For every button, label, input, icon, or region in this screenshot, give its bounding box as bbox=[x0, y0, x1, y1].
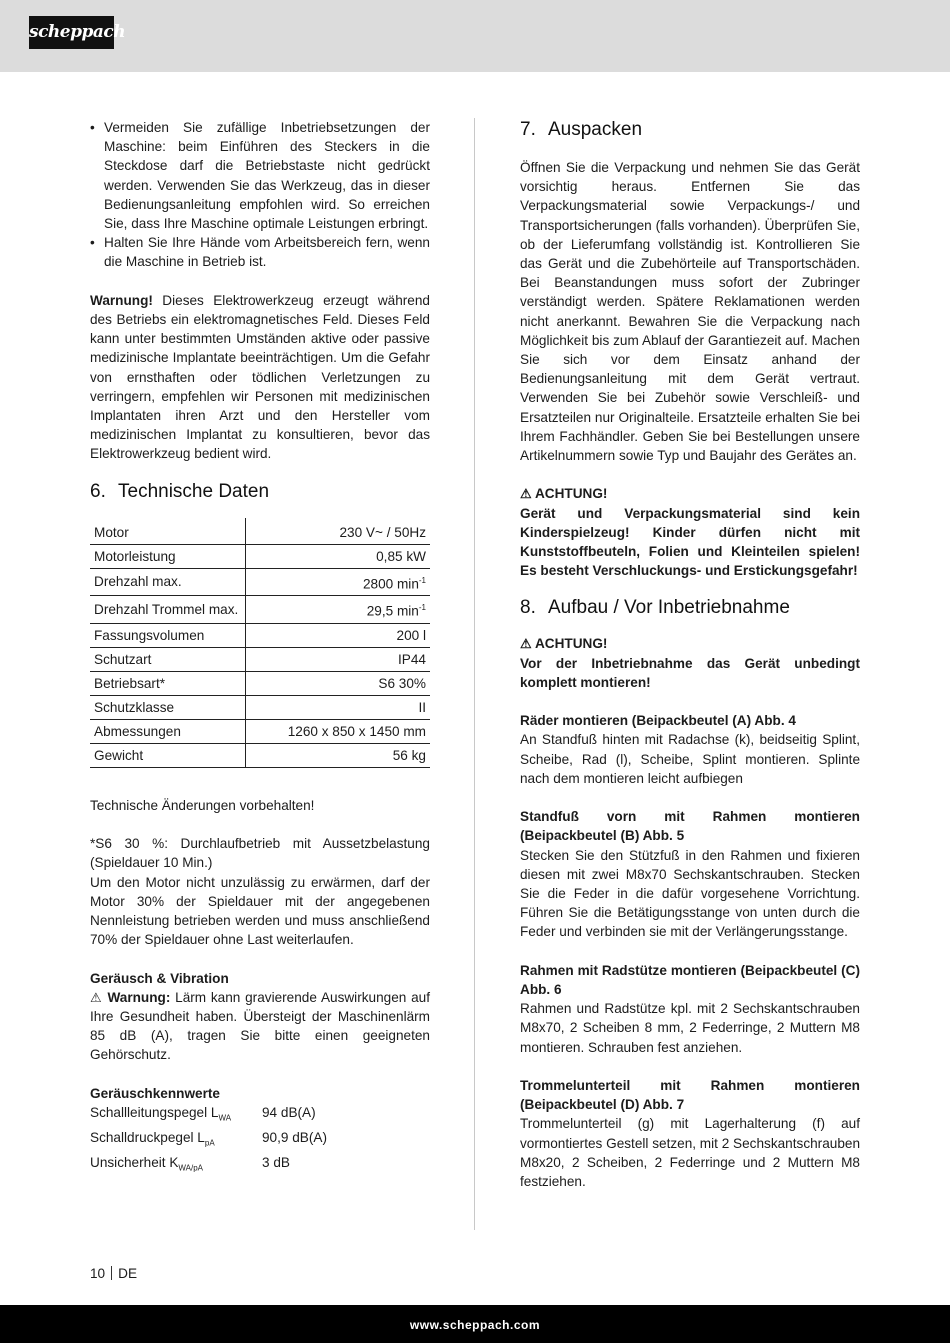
section-7-heading bbox=[520, 118, 860, 142]
spec-value bbox=[245, 671, 430, 695]
column-divider bbox=[474, 118, 475, 1230]
noise-value-row bbox=[90, 1103, 430, 1128]
spec-value bbox=[245, 544, 430, 568]
caution-label: ACHTUNG! bbox=[534, 636, 608, 652]
step-title: Trommelunterteil mit Rahmen montieren (Beipackbeutel (D) Abb. 7 bbox=[520, 1078, 860, 1113]
brand-logo: scheppach bbox=[29, 16, 114, 49]
spec-label: Schutzklasse bbox=[90, 695, 245, 719]
unpack-paragraph: Öffnen Sie die Verpackung und nehmen Sie das Gerät vorsichtig heraus. Entfernen Sie das Verpackungsmaterial sowie Verpackungs-/ und Transportsicherungen (falls vorhanden). Überprüfen Sie, ob der Lieferumfang vollständig ist. Kontrollieren Sie das Gerät und die Zubehörteile auf Transportschäden. Bei Beanstandungen muss sofort der Zubringer verständigt werden. Spätere Reklamationen werden nicht anerkannt. Bewahren Sie die Verpackung nach Möglichkeit bis zum Ablauf der Garantiezeit auf. Machen Sie sich vor dem Einsatz anhand der Bedienungsanleitung mit dem Gerät vertraut. Verwenden Sie bei Zubehör sowie Verschleiß- und Ersatzteilen nur Originalteile. Ersatzteile erhalten Sie bei Ihrem Fachhändler. Geben Sie bei Bestellungen unsere Artikelnummern sowie Typ und Baujahr des Gerätes an. bbox=[520, 160, 860, 464]
s6-note: *S6 30 %: Durchlaufbetrieb mit Aussetzbelastung (Spieldauer 10 Min.) bbox=[90, 836, 430, 871]
section-title: Aufbau / Vor Inbetriebnahme bbox=[548, 597, 790, 619]
step-text: An Standfuß hinten mit Radachse (k), beidseitig Splint, Scheibe, Rad (l), Scheibe, Splint montieren. Splinte nach dem montieren leicht aufbiegen bbox=[520, 732, 860, 786]
noise-value: 3 dB bbox=[262, 1154, 290, 1170]
spec-value-text: 1260 x 850 x 1450 mm bbox=[287, 723, 426, 739]
noise-value-label-text: Unsicherheit K bbox=[90, 1154, 179, 1170]
footer-bar bbox=[0, 1305, 950, 1343]
tech-changes-note: Technische Änderungen vorbehalten! bbox=[90, 797, 315, 813]
step-title: Standfuß vorn mit Rahmen montieren (Beipackbeutel (B) Abb. 5 bbox=[520, 809, 860, 844]
step-text: Trommelunterteil (g) mit Lagerhalterung (f) auf vormontiertes Gestell setzen, mit 2 Sechskantschrauben M8x20, 2 Scheiben, 2 Federringe und 2 Muttern M8 festziehen. bbox=[520, 1116, 861, 1190]
section-6-heading bbox=[90, 480, 430, 504]
caution-2-text: Vor der Inbetriebnahme das Gerät unbedingt komplett montieren! bbox=[520, 655, 860, 690]
website-url: www.scheppach.com bbox=[409, 1318, 540, 1332]
table-row bbox=[90, 544, 430, 568]
table-row bbox=[90, 647, 430, 671]
noise-value-label-text: Schallleitungspegel L bbox=[90, 1104, 219, 1120]
page-number: 10 bbox=[90, 1266, 106, 1281]
caution-1-label-line bbox=[520, 484, 860, 503]
table-row bbox=[90, 623, 430, 647]
spec-value bbox=[245, 518, 430, 545]
section-8-heading bbox=[520, 596, 860, 620]
table-row bbox=[90, 743, 430, 767]
noise-value-label-text: Schalldruckpegel L bbox=[90, 1129, 205, 1145]
spec-value bbox=[245, 596, 430, 624]
spec-value-superscript: -1 bbox=[418, 575, 426, 585]
noise-warning-text: Lärm kann gravierende Auswirkungen auf Ihre Gesundheit haben. Übersteigt der Maschinenlärm 85 dB (A), tragen Sie bitte einen geeigneten Gehörschutz. bbox=[90, 989, 430, 1063]
table-row bbox=[90, 695, 430, 719]
page-footer bbox=[90, 1266, 137, 1281]
noise-value-label bbox=[90, 1103, 262, 1128]
tech-spec-table bbox=[90, 518, 430, 768]
step-text: Stecken Sie den Stützfuß in den Rahmen und fixieren diesen mit zwei M8x70 Sechskantschrauben. Stecken Sie die Feder in die dafür vorgesehene Vorrichtung. Führen Sie die Betätigungsstange von unten durch die Feder und verbinden sie mit der Verlängerungsstange. bbox=[520, 847, 860, 940]
spec-value-superscript: -1 bbox=[418, 603, 426, 613]
spec-value-text: 56 kg bbox=[392, 747, 426, 763]
noise-values-heading: Geräuschkennwerte bbox=[90, 1085, 220, 1101]
noise-value-label bbox=[90, 1153, 262, 1178]
warning-triangle-icon: ⚠ bbox=[520, 636, 532, 652]
noise-heading: Geräusch & Vibration bbox=[90, 970, 229, 986]
caution-1-text: Gerät und Verpackungsmaterial sind kein Kinderspielzeug! Kinder dürfen nicht mit Kunststoffbeuteln, Folien und Kleinteilen spielen! Es besteht Verschluckungs- und Erstickungsgefahr! bbox=[520, 505, 860, 579]
noise-value-subscript: WA bbox=[218, 1113, 232, 1123]
warning-triangle-icon: ⚠ bbox=[520, 486, 532, 502]
footer-separator bbox=[111, 1266, 112, 1280]
section-title: Technische Daten bbox=[118, 480, 270, 502]
spec-label: Motorleistung bbox=[90, 544, 245, 568]
noise-warning-label: Warnung: bbox=[107, 989, 171, 1005]
spec-value bbox=[245, 568, 430, 596]
assembly-steps bbox=[520, 692, 860, 1191]
spec-value-text: 200 l bbox=[396, 627, 426, 643]
spec-value-text: 0,85 kW bbox=[376, 548, 426, 564]
header-bar bbox=[0, 0, 950, 72]
spec-label: Drehzahl max. bbox=[90, 568, 245, 596]
spec-value bbox=[245, 647, 430, 671]
noise-value-row bbox=[90, 1128, 430, 1153]
section-number: 8. bbox=[520, 597, 536, 619]
noise-warning-paragraph bbox=[90, 988, 430, 1065]
safety-bullet-list bbox=[90, 118, 430, 272]
spec-label: Gewicht bbox=[90, 743, 245, 767]
spec-label: Fassungsvolumen bbox=[90, 623, 245, 647]
motor-note: Um den Motor nicht unzulässig zu erwärmen, darf der Motor 30% der Spieldauer mit der angegebenen Nennleistung betrieben werden und muss anschließend 70% der Spieldauer ohne Last weiterlaufen. bbox=[90, 874, 430, 948]
spec-label: Drehzahl Trommel max. bbox=[90, 596, 245, 624]
language-code: DE bbox=[118, 1266, 138, 1281]
spec-label: Abmessungen bbox=[90, 719, 245, 743]
spec-label: Schutzart bbox=[90, 647, 245, 671]
noise-value-label bbox=[90, 1128, 262, 1153]
noise-value: 94 dB(A) bbox=[262, 1104, 316, 1120]
spec-value bbox=[245, 743, 430, 767]
spec-label: Motor bbox=[90, 518, 245, 545]
noise-value-row bbox=[90, 1153, 430, 1178]
table-row bbox=[90, 518, 430, 545]
left-column bbox=[90, 118, 430, 1178]
noise-values-list bbox=[90, 1103, 430, 1178]
section-number: 7. bbox=[520, 119, 536, 140]
spec-value-text: II bbox=[418, 699, 426, 715]
spec-value-text: IP44 bbox=[398, 651, 426, 667]
step-title: Räder montieren (Beipackbeutel (A) Abb. 4 bbox=[520, 713, 796, 729]
emf-warning-paragraph bbox=[90, 291, 430, 464]
table-row bbox=[90, 671, 430, 695]
caution-2-label-line bbox=[520, 634, 860, 653]
spec-value-text: 2800 min bbox=[362, 576, 419, 592]
noise-value-subscript: WA/pA bbox=[178, 1163, 204, 1173]
table-row bbox=[90, 719, 430, 743]
spec-value-text: 29,5 min bbox=[366, 603, 419, 619]
section-number: 6. bbox=[90, 480, 106, 502]
caution-label: ACHTUNG! bbox=[534, 486, 608, 502]
list-item: • Halten Sie Ihre Hände vom Arbeitsbereich fern, wenn die Maschine in Betrieb ist. bbox=[90, 233, 430, 271]
step-text: Rahmen und Radstütze kpl. mit 2 Sechskantschrauben M8x70, 2 Scheiben 8 mm, 2 Federringe, 2 Muttern M8 montieren. Schrauben fest anziehen. bbox=[520, 1001, 860, 1055]
step-title: Rahmen mit Radstütze montieren (Beipackbeutel (C) Abb. 6 bbox=[520, 962, 860, 998]
section-title: Auspacken bbox=[548, 119, 643, 140]
spec-value-text: S6 30% bbox=[378, 675, 426, 691]
spec-value bbox=[245, 695, 430, 719]
warning-text: Dieses Elektrowerkzeug erzeugt während des Betriebs ein elektromagnetisches Feld. Dieses Feld kann unter bestimmten Umständen aktive oder passive medizinische Implantate beeinträchtigen. Um die Gefahr von ernsthaften oder tödlichen Verletzungen zu verringern, empfehlen wir Personen mit medizinischen Implantaten ihren Arzt und den Hersteller vom medizinischen Implantat zu konsultieren, bevor das Elektrowerkzeug bedient wird. bbox=[90, 292, 430, 462]
spec-value bbox=[245, 623, 430, 647]
spec-value bbox=[245, 719, 430, 743]
warning-triangle-icon: ⚠ bbox=[90, 989, 103, 1005]
noise-value-subscript: pA bbox=[204, 1138, 215, 1148]
list-item: • Vermeiden Sie zufällige Inbetriebsetzungen der Maschine: beim Einführen des Steckers in die Steckdose darf die Betriebstaste nicht gedrückt werden. Verwenden Sie das Werkzeug, das in dieser Bedienungsanleitung empfohlen wird. So erreichen Sie, dass Ihre Maschine optimale Leistungen erbringt. bbox=[90, 118, 430, 233]
spec-value-text: 230 V~ / 50Hz bbox=[339, 524, 426, 540]
right-column bbox=[520, 118, 860, 1191]
table-row bbox=[90, 596, 430, 624]
spec-label: Betriebsart* bbox=[90, 671, 245, 695]
table-row bbox=[90, 568, 430, 596]
noise-value: 90,9 dB(A) bbox=[262, 1129, 327, 1145]
warning-label: Warnung! bbox=[90, 292, 153, 308]
